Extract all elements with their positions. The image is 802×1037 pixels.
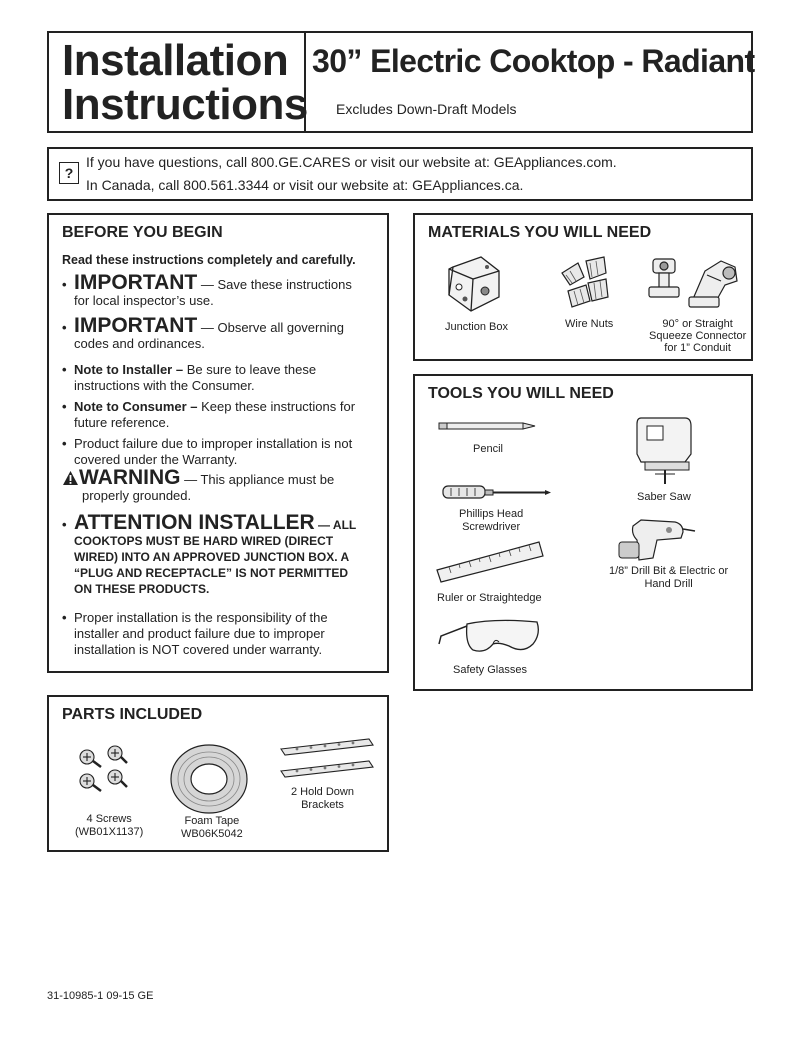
tools-section (413, 374, 753, 691)
warning-icon (62, 470, 79, 486)
foam-tape-label: Foam Tape WB06K5042 (181, 815, 243, 840)
parts-included-section (47, 695, 389, 852)
saber-saw-label: Saber Saw (637, 491, 691, 503)
warranty-failure-item: • Product failure due to improper installation is not covered under the Warranty. (62, 436, 353, 467)
screws-label: 4 Screws (WB01X1137) (75, 813, 144, 838)
ruler-icon (435, 536, 545, 584)
screwdriver-icon (441, 482, 553, 502)
title-block (47, 31, 753, 133)
drill-label: 1/8” Drill Bit & Electric or Hand Drill (609, 565, 729, 590)
brackets-label: 2 Hold Down Brackets (291, 786, 354, 811)
product-title: 30” Electric Cooktop - Radiant (312, 43, 755, 79)
document-number: 31-10985-1 09-15 GE (47, 990, 154, 1002)
wire-nuts-icon (558, 253, 612, 313)
squeeze-connector-icon (645, 251, 745, 313)
junction-box-icon (443, 253, 505, 315)
important-codes-item: • IMPORTANT — Observe all governing codes and ordinances. (62, 314, 344, 351)
section-heading: PARTS INCLUDED (62, 706, 203, 723)
contact-info-box (47, 147, 753, 201)
attention-installer-item: • ATTENTION INSTALLER — ALL COOKTOPS MUST BE HARD WIRED (DIRECT WIRED) INTO AN APPROVED JUNCTION BOX. A “PLUG AND RECEPTACLE” IS NOT PERMITTED ON THESE PRODUCTS. (62, 511, 357, 596)
document-title: Installation Instructions (62, 36, 308, 129)
lead-text: Read these instructions completely and carefully. (62, 253, 356, 267)
section-heading: TOOLS YOU WILL NEED (428, 385, 614, 402)
safety-glasses-label: Safety Glasses (453, 664, 527, 676)
electric-drill-icon (617, 514, 697, 564)
before-you-begin-section (47, 213, 389, 673)
hold-down-brackets-icon (277, 737, 377, 783)
product-subtitle: Excludes Down-Draft Models (336, 101, 517, 117)
title-divider (304, 33, 306, 131)
contact-us-line: If you have questions, call 800.GE.CARES or visit our website at: GEAppliances.com. (86, 154, 617, 170)
junction-box-label: Junction Box (445, 321, 508, 333)
proper-installation-item: • Proper installation is the responsibility of the installer and product failure due to improper installation is NOT covered under warranty. (62, 610, 328, 657)
question-icon: ? (59, 162, 79, 184)
saber-saw-icon (627, 414, 703, 486)
warning-item: WARNING — This appliance must be properly grounded. (62, 470, 379, 504)
pencil-icon (437, 420, 537, 432)
note-consumer-item: • Note to Consumer – Keep these instructions for future reference. (62, 399, 356, 430)
screws-icon (75, 743, 131, 795)
section-heading: MATERIALS YOU WILL NEED (428, 224, 652, 241)
materials-section (413, 213, 753, 361)
pencil-label: Pencil (473, 443, 503, 455)
wire-nuts-label: Wire Nuts (565, 318, 614, 330)
foam-tape-icon (169, 743, 249, 815)
ruler-label: Ruler or Straightedge (437, 592, 542, 604)
important-save-item: • IMPORTANT — Save these instructions for local inspector’s use. (62, 271, 352, 308)
screwdriver-label: Phillips Head Screwdriver (459, 508, 524, 533)
section-heading: BEFORE YOU BEGIN (62, 224, 223, 241)
squeeze-connector-label: 90° or Straight Squeeze Connector for 1” Conduit (649, 318, 747, 354)
contact-canada-line: In Canada, call 800.561.3344 or visit our website at: GEAppliances.ca. (86, 177, 524, 193)
safety-glasses-icon (437, 614, 543, 658)
note-installer-item: • Note to Installer – Be sure to leave these instructions with the Consumer. (62, 362, 317, 393)
